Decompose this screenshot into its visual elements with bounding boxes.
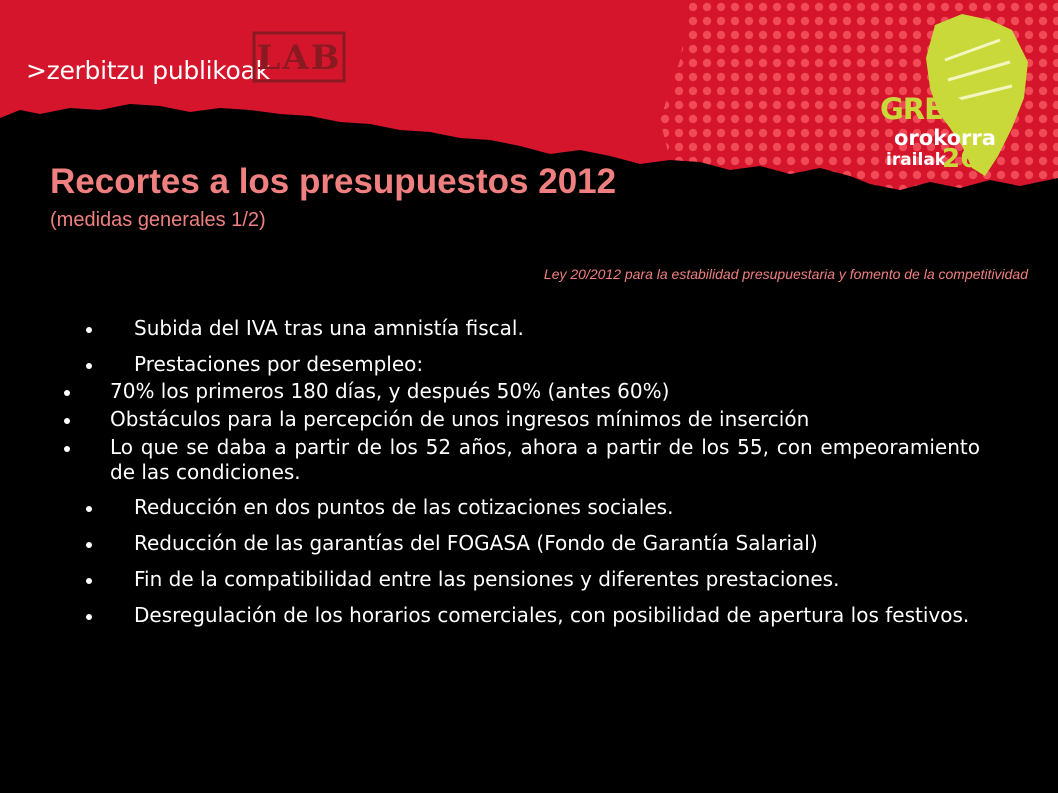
law-reference: Ley 20/2012 para la estabilidad presupuestaria y fomento de la competitividad [543,266,1028,282]
sub-bullet-group [86,379,980,485]
bullet-dot-icon [64,446,70,452]
sub-bullet-text: Obstáculos para la percepción de unos ingresos mínimos de inserción [110,407,810,431]
sub-bullet-item [38,379,980,404]
bullet-dot-icon [86,614,92,620]
greba-line-2: orokorra [894,126,996,150]
slide-subtitle: (medidas generales 1/2) [50,209,266,231]
bullet-dot-icon [64,418,70,424]
sub-bullet-text: Lo que se daba a partir de los 52 años, ahora a partir de los 55, con empeoramiento de las condiciones. [110,435,980,484]
greba-line-1: GREBA [880,92,986,126]
brand-name: >zerbitzu publikoak [26,56,270,85]
bullet-item [86,531,980,556]
bullet-text: Reducción en dos puntos de las cotizaciones sociales. [134,495,674,519]
greba-line-3: irailak [886,150,947,170]
bullet-item [86,603,980,628]
sub-bullet-item [38,435,980,485]
bullet-list [86,316,980,639]
bullet-text: Reducción de las garantías del FOGASA (Fondo de Garantía Salarial) [134,531,818,555]
bullet-dot-icon [86,506,92,512]
greba-line-4: 26 [942,144,979,174]
bullet-dot-icon [64,390,70,396]
bullet-item [86,352,980,377]
bullet-text: Desregulación de los horarios comerciales, con posibilidad de apertura los festivos. [134,603,970,627]
sub-bullet-list [86,379,980,485]
slide-title: Recortes a los presupuestos 2012 [50,162,617,201]
bullet-dot-icon [86,578,92,584]
bullet-item [86,495,980,520]
bullet-text: Subida del IVA tras una amnistía fiscal. [134,316,524,340]
bullet-dot-icon [86,542,92,548]
bullet-item [86,567,980,592]
bullet-dot-icon [86,363,92,369]
greba-logo [880,92,1000,182]
sub-bullet-item [38,407,980,432]
bullet-text: Fin de la compatibilidad entre las pensiones y diferentes prestaciones. [134,567,840,591]
bullet-dot-icon [86,327,92,333]
sub-bullet-text: 70% los primeros 180 días, y después 50% (antes 60%) [110,379,670,403]
bullet-item [86,316,980,341]
bullet-text: Prestaciones por desempleo: [134,352,424,376]
lab-logo-text: LAB [256,38,342,78]
lab-logo [252,31,346,83]
